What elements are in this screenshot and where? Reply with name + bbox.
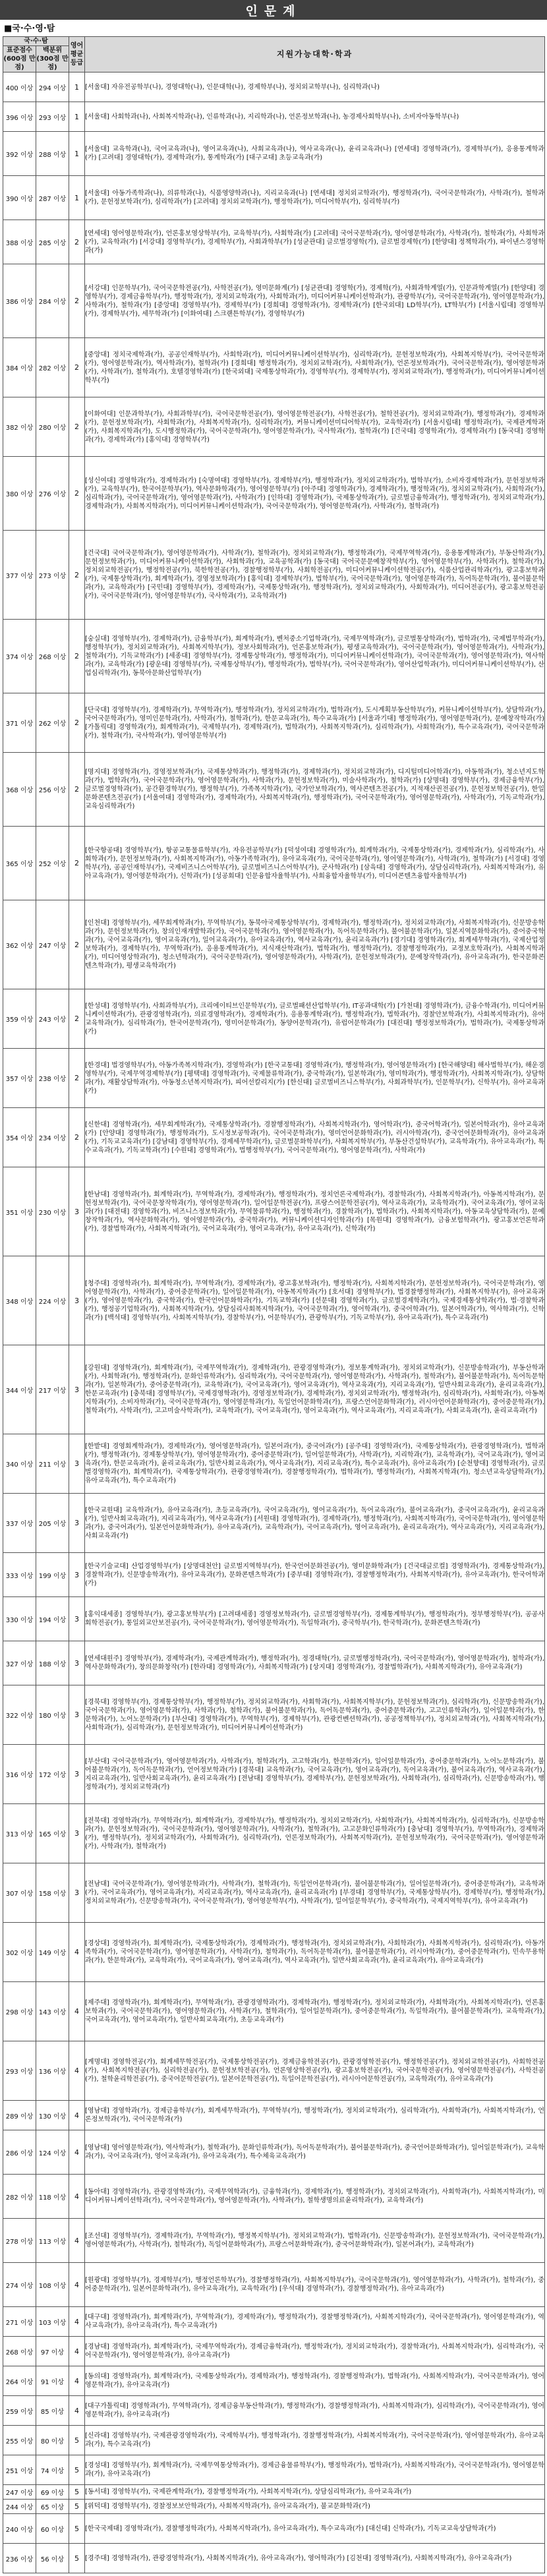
eng-grade-cell: 1 xyxy=(69,73,85,102)
eng-grade-cell: 2 xyxy=(69,457,85,531)
university-list-cell: [동서대] 경영학부(가), 국제관계학과(가), 경찰행정학과(가), 사회복지학과(가), 상담심리학과(가), 유아교육과(가) xyxy=(85,2485,545,2500)
table-row xyxy=(3,2426,545,2455)
table-row xyxy=(3,2219,545,2263)
eng-grade-cell: 4 xyxy=(69,2101,85,2130)
table-row xyxy=(3,531,545,620)
eng-grade-cell: 2 xyxy=(69,989,85,1049)
table-row xyxy=(3,620,545,693)
std-score-cell: 388 이상 xyxy=(3,220,36,264)
pct-score-cell: 199 이상 xyxy=(36,1553,69,1597)
pct-score-cell: 205 이상 xyxy=(36,1494,69,1553)
university-list-cell: [명지대] 경영학과(가), 경영정보학과(가), 국제통상학과(가), 행정학과(가), 경제학과(가), 정치외교학과(가), 디지털미디어학과(가), 아동학과(가), 청소년지도학과(가), 법학과(가), 국어국문학과(가), 영어영문학과(가), 사학과(가), 문헌정보학과(가), 미술사학과(가), 철학과(가) [상명대] 경영학부(가), 경제금융학부(가), 글로벌경영학과(가), 공간환경학부(가), 행정학부(가), 가족복지학과(가), 국가안보학과(가), 역사콘텐츠전공(가), 지적재산권전공(가), 문헌정보학전공(가), 한일문화콘텐츠전공(가) [서울여대] 경영학과(가), 경제학과(가), 사회복지학과(가), 행정학과(가), 국어국문학과(가), 영어영문학과(가), 사학과(가), 기독교학과(가), 교육심리학과(가) xyxy=(85,753,545,827)
pct-score-cell: 256 이상 xyxy=(36,753,69,827)
eng-grade-cell: 4 xyxy=(69,2263,85,2307)
std-score-cell: 330 이상 xyxy=(3,1597,36,1641)
table-row xyxy=(3,1256,545,1345)
pct-score-cell: 65 이상 xyxy=(36,2500,69,2514)
std-score-cell: 289 이상 xyxy=(3,2101,36,2130)
pct-score-cell: 238 이상 xyxy=(36,1049,69,1108)
eng-grade-cell: 4 xyxy=(69,1923,85,1982)
std-score-cell: 386 이상 xyxy=(3,264,36,338)
pct-score-cell: 97 이상 xyxy=(36,2337,69,2366)
pct-score-cell: 285 이상 xyxy=(36,220,69,264)
std-score-cell: 293 이상 xyxy=(3,2041,36,2101)
university-list-cell: [경상대] 경영학과(가), 회계학과(가), 국제통상학과(가), 경제학과(가), 행정학과(가), 정치외교학과(가), 사회학과(가), 사회복지학과(가), 심리학과(가), 아동가족학과(가), 국어국문학과(가), 영어영문학과(가), 사학과(가), 철학과(가), 독어독문학과(가), 불어불문학과(가), 러시아학과(가), 중어중문학과(가), 민속무용학과(가), 한문학과(가), 교육학과(가), 국어교육과(가), 영어교육과(가), 역사교육과(가), 일반사회교육과(가), 윤리교육과(가), 유아교육과(가) xyxy=(85,1923,545,1982)
std-score-cell: 382 이상 xyxy=(3,397,36,457)
table-row xyxy=(3,1049,545,1108)
pct-score-cell: 268 이상 xyxy=(36,620,69,693)
pct-score-cell: 103 이상 xyxy=(36,2307,69,2337)
table-row xyxy=(3,1745,545,1804)
section-label: ■국·수·영·탐 xyxy=(4,24,55,34)
std-score-cell: 271 이상 xyxy=(3,2307,36,2337)
eng-grade-cell: 5 xyxy=(69,2485,85,2500)
university-list-cell: [청주대] 경영학과(가), 회계학과(가), 무역학과(가), 경제학과(가), 광고홍보학과(가), 행정학과(가), 사회복지학과(가), 문헌정보학과(가), 국어국문학과(가), 영어영문학과(가), 사학과(가), 중어중문학과(가), 일어일문학과(가), 아동복지학과(가) [호서대] 경영학부(가), 법경찰행정학과(가), 사회복지학부(가), 유아교육과(가), 영어영문학과(가), 중국학과(가), 한국언어문화학과(가), 기독교학과(가) [선문대] 경영학과(가), 글로벌경제학과(가), 국제경제통상학과(가), 법·경찰학과(가), 행정공기업학과(가), 사회복지학과(가), 상담심리사회복지학과(가), 국어국문학과(가), 영어학과(가), 중국어학과(가), 일본어학과(가), 역사학과(가), 신학과(가) [백석대] 경영학부(가), 사회복지학부(가), 경찰학부(가), 어문학부(가), 관광학부(가), 기독교학부(가), 유아교육과(가), 특수교육과(가) xyxy=(85,1256,545,1345)
university-list-cell: [한국교원대] 교육학과(가), 유아교육과(가), 초등교육과(가), 국어교육과(가), 영어교육과(가), 독어교육과(가), 불어교육과(가), 중국어교육과(가), 윤리교육과(가), 일반사회교육과(가), 지리교육과(가), 역사교육과(가) [서원대] 경영학과(가), 경제학과(가), 행정학과(가), 사회복지학과(가), 국어국문학과(가), 영어영문학과(가), 중국어과(가), 일본언어문화학과(가), 유아교육과(가), 교육학과(가), 국어교육과(가), 영어교육과(가), 윤리교육과(가), 역사교육과(가), 지리교육과(가), 사회교육과(가) xyxy=(85,1494,545,1553)
university-list-cell: [신한대] 경영학과(가), 세무회계학과(가), 국제통상학과(가), 경찰행정학과(가), 사회복지학과(가), 영어학과(가), 중국어학과(가), 일본어학과(가), 유아교육과(가) [안양대] 경영학과(가), 행정학과(가), 도시정보공학과(가), 국어국문학과(가), 영미언어문화학과(가), 러시아학과(가), 중국언어문화학과(가), 유아교육과(가), 기독교교육과(가) [강남대] 경영학부(가), 경제세무학과(가), 글로벌문화학부(가), 사회복지학부(가), 부동산건설학부(가), 교육학과(가), 유아교육과(가), 특수교육과(가), 기독교학과(가) [수원대] 경영학과(가), 법행정학부(가), 국어국문학과(가), 영어영문학과(가), 사학과(가) xyxy=(85,1108,545,1167)
eng-grade-cell: 2 xyxy=(69,264,85,338)
university-list-cell: [경성대] 경영학부(가), 회계학과(가), 국제무역통상학과(가), 경제금융물류학부(가), 행정학과(가), 법학과(가), 사회복지학과(가), 국어국문학과(가), 영어영문학과(가), 유아교육과(가) xyxy=(85,2455,545,2485)
table-header xyxy=(3,37,545,73)
std-score-cell: 354 이상 xyxy=(3,1108,36,1167)
table-row xyxy=(3,1641,545,1685)
table-row xyxy=(3,1167,545,1256)
pct-score-cell: 74 이상 xyxy=(36,2455,69,2485)
university-list-cell: [홍익대세종] 경영학부(가), 광고홍보학부(가) [고려대세종] 경영정보학과(가), 글로벌경영학부(가), 경제통계학부(가), 행정학과(가), 정부행정학부(가), 공공사회학전공(가), 통일외교안보전공(가), 국어국문학과(가), 영어영문학과(가), 독일학과(가), 중국학부(가), 한국학과(가), 문화콘텐츠학과(가) xyxy=(85,1597,545,1641)
table-row xyxy=(3,2041,545,2101)
eng-grade-cell: 2 xyxy=(69,220,85,264)
university-list-cell: [한밭대] 경영회계학과(가), 경제학과(가), 영어영문학과(가), 일본어과(가), 중국어과(가) [공주대] 경영학과(가), 국제통상학과(가), 관광경영학과(가), 법학과(가), 행정학과(가), 경제통상학부(가), 영어영문학과(가), 중어중문학과(가), 일어일문학과(가), 사학과(가), 지리학과(가), 교육학과(가), 국어교육과(가), 영어교육과(가), 한문교육과(가), 윤리교육과(가), 일반사회교육과(가), 역사교육과(가), 지리교육과(가), 특수교육과(가), 유아교육과(가) [순천향대] 경영학과(가), 글로벌경영학과(가), 회계학과(가), 국제통상학과(가), 관광경영학과(가), 경찰행정학과(가), 법학과(가), 행정학과(가), 사회복지학과(가), 청소년교육상담학과(가), 유아교육과(가), 특수교육과(가) xyxy=(85,1434,545,1494)
university-list-cell: [원광대] 경영학부(가), 경제학부(가), 행정언론학부(가), 경찰행정학과(가), 사회복지학부(가), 국어국문학과(가), 영어영문학과(가), 사학과(가), 철학과(가), 중어중문학과(가), 일본어문화학과(가), 유아교육과(가), 교육학과(가) [우석대] 경영학과(가), 경찰행정학과(가), 유아교육과(가) xyxy=(85,2263,545,2307)
university-list-cell: [동아대] 경영학과(가), 관광경영학과(가), 국제무역학과(가), 금융학과(가), 경제학과(가), 행정학과(가), 정치외교학과(가), 사회학과(가), 사회복지학과(가), 미디어커뮤니케이션학과(가), 국어국문학과(가), 영어영문학과(가), 사학과(가), 철학생명의료윤리학과(가), 교육학과(가) xyxy=(85,2175,545,2219)
pct-score-cell: 56 이상 xyxy=(36,2544,69,2573)
eng-grade-cell: 1 xyxy=(69,132,85,176)
university-list-cell: [부산대] 국어국문학과(가), 영어영문학과(가), 사학과(가), 철학과(가), 고고학과(가), 한문학과(가), 일어일문학과(가), 중어중문학과(가), 노어노문학과(가), 불어불문학과(가), 독어독문학과(가), 언어정보학과(가) [경북대] 교육학과(가), 국어교육과(가), 영어교육과(가), 독어교육과(가), 불어교육과(가), 역사교육과(가), 지리교육과(가), 일반사회교육과(가), 윤리교육과(가) [전남대] 경영학부(가), 경제학부(가), 문헌정보학과(가), 사회학과(가), 심리학과(가), 신문방송학과(가), 행정학과(가), 정치외교학과(가) xyxy=(85,1745,545,1804)
std-score-cell: 264 이상 xyxy=(3,2366,36,2396)
std-score-cell: 268 이상 xyxy=(3,2337,36,2366)
table-row xyxy=(3,2130,545,2175)
std-score-cell: 255 이상 xyxy=(3,2426,36,2455)
std-score-cell: 340 이상 xyxy=(3,1434,36,1494)
header-std-score xyxy=(3,46,36,73)
university-list-cell: [위덕대] 경영학부(가), 경찰정보보안학과(가), 사회복지학과(가), 유아교육과(가), 불교문화학과(가) xyxy=(85,2500,545,2514)
std-score-cell: 313 이상 xyxy=(3,1804,36,1863)
pct-score-cell: 211 이상 xyxy=(36,1434,69,1494)
std-score-cell: 357 이상 xyxy=(3,1049,36,1108)
pct-score-cell: 143 이상 xyxy=(36,1982,69,2041)
eng-grade-cell: 4 xyxy=(69,2041,85,2101)
pct-score-cell: 108 이상 xyxy=(36,2263,69,2307)
university-list-cell: [숭실대] 경영학부(가), 경제학과(가), 금융학부(가), 회계학과(가), 벤처중소기업학과(가), 국제무역학과(가), 글로벌통상학과(가), 법학과(가), 국제법무학과(가), 행정학부(가), 정치외교학과(가), 사회복지학부(가), 정보사회학과(가), 언론홍보학과(가), 평생교육학과(가), 국어국문학과(가), 영어영문학과(가), 사학과(가), 철학과(가), 기독교학과(가) [세종대] 경영학부(가), 경제통상학과(가), 행정학과(가), 미디어커뮤니케이션학과(가), 국어국문학과(가), 영어영문학과(가), 역사학과(가), 교육학과(가) [광운대] 경영학부(가), 국제통상학부(가), 행정학과(가), 법학부(가), 국어국문학과(가), 영어산업학과(가), 미디어커뮤니케이션학부(가), 산업심리학과(가), 동북아문화산업학부(가) xyxy=(85,620,545,693)
university-list-cell: [건국대] 국어국문학과(가), 영어영문학과(가), 사학과(가), 철학과(가), 정치외교학과(가), 행정학과(가), 국제무역학과(가), 응용통계학과(가), 부동산학과(가), 문헌정보학과(가), 미디어커뮤니케이션학과(가), 사회학과(가), 교육공학과(가) [동국대] 국어국문문예창작학부(가), 영어영문학부(가), 사학과(가), 철학과(가), 정치외교학전공(가), 행정학전공(가), 북한학전공(가), 경찰행정학부(가), 사회학전공(가), 미디어커뮤니케이션학전공(가), 식품산업관리학과(가), 광고홍보학과(가), 국제통상학과(가), 회계학과(가), 경영정보학과(가) [홍익대] 경제학부(가), 법학부(가), 국어국문학과(가), 영어영문학과(가), 독어독문학과(가), 불어불문학과(가), 교육학과(가) [국민대] 경영학부(가), 경제학과(가), 국제통상학과(가), 행정학과(가), 정치외교학과(가), 사회학과(가), 미디어전공(가), 광고홍보학전공(가), 국어국문학과(가), 영어영문학부(가), 국사학과(가), 교육학과(가) xyxy=(85,531,545,620)
pct-score-cell: 234 이상 xyxy=(36,1108,69,1167)
std-score-cell: 392 이상 xyxy=(3,132,36,176)
eng-grade-cell: 4 xyxy=(69,2130,85,2175)
table-row xyxy=(3,693,545,753)
std-score-cell: 348 이상 xyxy=(3,1256,36,1345)
eng-grade-cell: 4 xyxy=(69,1982,85,2041)
admission-table xyxy=(3,36,545,2573)
eng-grade-cell: 4 xyxy=(69,2219,85,2263)
table-row xyxy=(3,900,545,989)
table-row xyxy=(3,1804,545,1863)
table-row xyxy=(3,2485,545,2500)
pct-score-cell: 230 이상 xyxy=(36,1167,69,1256)
university-list-cell: [영남대] 영어영문학과(가), 역사학과(가), 철학과(가), 문화인류학과(가), 독어독문학과(가), 불어불문학과(가), 중국언어문화학과(가), 일어일문학과(가), 교육학과(가), 국어교육과(가), 영어교육과(가), 유아교육과(가), 특수체육교육과(가) xyxy=(85,2130,545,2175)
table-row xyxy=(3,1434,545,1494)
table-row xyxy=(3,2396,545,2426)
table-row xyxy=(3,132,545,176)
table-row xyxy=(3,1863,545,1923)
pct-score-cell: 130 이상 xyxy=(36,2101,69,2130)
std-score-cell: 371 이상 xyxy=(3,693,36,753)
std-score-cell: 396 이상 xyxy=(3,102,36,132)
university-list-cell: [동의대] 경영학과(가), 회계학과(가), 국제통상학과(가), 경제학과(가), 행정학과(가), 경찰행정학과(가), 법학과(가), 사회복지학과(가), 국어국문학과(가), 영어영문학과(가), 유아교육과(가) xyxy=(85,2366,545,2396)
eng-grade-cell: 1 xyxy=(69,176,85,220)
table-row xyxy=(3,827,545,900)
pct-score-cell: 280 이상 xyxy=(36,397,69,457)
eng-grade-cell: 3 xyxy=(69,1256,85,1345)
eng-grade-cell: 3 xyxy=(69,1345,85,1434)
header-pct-score xyxy=(36,46,69,73)
pct-score-cell: 113 이상 xyxy=(36,2219,69,2263)
university-list-cell: [신라대] 경영학부(가), 국제관광경영학과(가), 국제학부(가), 행정학과(가), 경찰행정학과(가), 사회복지학과(가), 국어국문학과(가), 영어영문학과(가), 유아교육과(가), 특수교육과(가) xyxy=(85,2426,545,2455)
eng-grade-cell: 5 xyxy=(69,2544,85,2573)
eng-grade-cell: 3 xyxy=(69,1553,85,1597)
table-row xyxy=(3,338,545,397)
table-row xyxy=(3,73,545,102)
eng-grade-cell: 2 xyxy=(69,900,85,989)
std-score-cell: 377 이상 xyxy=(3,531,36,620)
table-row xyxy=(3,220,545,264)
table-body xyxy=(3,73,545,2573)
university-list-cell: [대구대] 경영학과(가), 회계학과(가), 무역학과(가), 경제학과(가), 행정학과(가), 경찰행정학과(가), 사회복지학과(가), 국어국문학과(가), 영어영문학과(가), 역사교육과(가), 유아교육과(가), 특수교육과(가) xyxy=(85,2307,545,2337)
std-score-cell: 236 이상 xyxy=(3,2544,36,2573)
std-score-cell: 322 이상 xyxy=(3,1685,36,1745)
table-row xyxy=(3,989,545,1049)
table-row xyxy=(3,397,545,457)
table-row xyxy=(3,1685,545,1745)
std-score-cell: 337 이상 xyxy=(3,1494,36,1553)
eng-grade-cell: 4 xyxy=(69,2366,85,2396)
eng-grade-cell: 2 xyxy=(69,1049,85,1108)
pct-score-cell: 224 이상 xyxy=(36,1256,69,1345)
std-score-cell: 351 이상 xyxy=(3,1167,36,1256)
table-row xyxy=(3,753,545,827)
pct-score-cell: 294 이상 xyxy=(36,73,69,102)
university-list-cell: [성신여대] 경영학과(가), 경제학과(가) [숙명여대] 경영학부(가), 경제학부(가), 행정학과(가), 정치외교학과(가), 법학부(가), 소비자경제학과(가), 문헌정보학과(가), 교육학부(가), 한국어문학부(가), 역사문화학과(가), 영어영문학부(가) [아주대] 경영학과(가), 경제학과(가), 행정학과(가), 정치외교학과(가), 사회학과(가), 심리학과(가), 국어국문학과(가), 영어영문학과(가), 사학과(가) [인하대] 경영학과(가), 국제통상학과(가), 글로벌금융학과(가), 행정학과(가), 정치외교학과(가), 경제학과(가), 사회복지학과(가), 미디어커뮤니케이션학과(가), 국어국문학과(가), 영어영문학과(가), 사학과(가), 철학과(가) xyxy=(85,457,545,531)
university-list-cell: [한국국제대] 경영학과(가), 경찰행정학과(가), 사회복지학과(가), 유아교육과(가), 특수교육과(가) [대신대] 신학과(가), 기독교교육상담학과(가) xyxy=(85,2514,545,2544)
header-main: 지원가능대학·학과 xyxy=(85,37,545,73)
eng-grade-cell: 5 xyxy=(69,2426,85,2455)
pct-score-cell: 252 이상 xyxy=(36,827,69,900)
table-row xyxy=(3,2337,545,2366)
eng-grade-cell: 4 xyxy=(69,2337,85,2366)
std-score-cell: 259 이상 xyxy=(3,2396,36,2426)
table-row xyxy=(3,2101,545,2130)
university-list-cell: [대구가톨릭대] 경영학과(가), 무역학과(가), 경제금융부동산학과(가), 행정학과(가), 경찰행정학과(가), 사회복지학과(가), 심리학과(가), 국어국문학과(가), 영어영문학과(가), 유아교육과(가) xyxy=(85,2396,545,2426)
university-list-cell: [영남대] 경영학과(가), 경제금융학부(가), 회계세무학과(가), 무역학부(가), 행정학과(가), 정치외교학과(가), 심리학과(가), 사회학과(가), 사회복지학과(가), 언론정보학과(가), 국어국문학과(가) xyxy=(85,2101,545,2130)
table-row xyxy=(3,1597,545,1641)
std-score-cell: 286 이상 xyxy=(3,2130,36,2175)
table-row xyxy=(3,1345,545,1434)
std-score-cell: 333 이상 xyxy=(3,1553,36,1597)
university-list-cell: [한경대] 법경영학부(가), 아동가족복지학과(가), 경영학과(가) [한국교통대] 경영학과(가), 행정학과(가), 영어영문학과(가) [한국해양대] 해사법학부(가), 해운경영학부(가), 국제무역경제학부(가) [평택대] 경영학과(가), 국제물류학과(가), 중국학과(가), 일본학과(가), 영미학과(가), 행정학과(가), 사회복지학과(가), 상담학과(가), 재활상담학과(가), 아동청소년복지학과(가), 피어선칼리지(가) [한신대] 글로벌비즈니스학부(가), 사회과학부(가), 인문학부(가), 신학부(가), 유아교육과(가) xyxy=(85,1049,545,1108)
eng-grade-cell: 3 xyxy=(69,1434,85,1494)
university-list-cell: [계명대] 경영학전공(가), 회계세무학전공(가), 국제통상학전공(가), 경제금융학전공(가), 관광경영학전공(가), 행정학전공(가), 정치외교학전공(가), 사회학전공(가), 사회복지학전공(가), 심리학전공(가), 문헌정보학전공(가), 언론영상학전공(가), 광고홍보학전공(가), 국어국문학전공(가), 영어영문학전공(가), 사학전공(가), 철학윤리학전공(가), 중국어문학전공(가), 일본어문학전공(가), 독일어문학전공(가), 러시아어문학전공(가), 교육학과(가), 유아교육과(가) xyxy=(85,2041,545,2101)
header-group: 국·수·탐 xyxy=(3,37,69,46)
table-row xyxy=(3,1982,545,2041)
university-list-cell: [강원대] 경영학과(가), 회계학과(가), 국제무역학과(가), 경제학과(가), 관광경영학과(가), 정보통계학과(가), 정치외교학과(가), 신문방송학과(가), 부동산학과(가), 사회학과(가), 행정학과(가), 문화인류학과(가), 심리학과(가), 국어국문학과(가), 영어영문학과(가), 사학과(가), 철학과(가), 불어불문학과(가), 독어독문학과(가), 일본학과(가), 중어중문학과(가), 교육학과(가), 국어교육과(가), 영어교육과(가), 역사교육과(가), 지리교육과(가), 일반사회교육과(가), 윤리교육과(가), 한문교육과(가) [충북대] 경영학부(가), 국제경영학과(가), 경영정보학과(가), 경제학과(가), 정치외교학과(가), 행정학과(가), 심리학과(가), 사회학과(가), 아동복지학과(가), 소비자학과(가), 국어국문학과(가), 영어영문학과(가), 독일언어문화학과(가), 프랑스언어문화학과(가), 러시아언어문화학과(가), 중어중문학과(가), 철학과(가), 사학과(가), 고고미술사학과(가), 교육학과(가), 국어교육과(가), 영어교육과(가), 역사교육과(가), 지리교육과(가), 사회교육과(가), 윤리교육과(가) xyxy=(85,1345,545,1434)
eng-grade-cell: 3 xyxy=(69,1685,85,1745)
header-eng-grade-text: 영어 평균 등급 xyxy=(70,42,84,67)
university-list-cell: [연세대] 영어영문학과(가), 언론홍보영상학부(가), 교육학부(가), 사회학과(가) [고려대] 국어국문학과(가), 영어영문학과(가), 사학과(가), 철학과(가), 사회학과(가), 교육학과(가) [서강대] 경영학부(가), 경제학부(가), 사회과학부(가) [성균관대] 글로벌경영학(가), 글로벌경제학(가) [한양대] 정책학과(가), 파이낸스경영학과(가) xyxy=(85,220,545,264)
header-pct-score-text: 백분위 (300점 만점) xyxy=(36,47,69,71)
pct-score-cell: 293 이상 xyxy=(36,102,69,132)
table-row xyxy=(3,176,545,220)
std-score-cell: 244 이상 xyxy=(3,2500,36,2514)
std-score-cell: 359 이상 xyxy=(3,989,36,1049)
eng-grade-cell: 2 xyxy=(69,397,85,457)
eng-grade-cell: 3 xyxy=(69,1745,85,1804)
std-score-cell: 274 이상 xyxy=(3,2263,36,2307)
university-list-cell: [조선대] 경영학부(가), 경제학과(가), 무역학과(가), 행정복지학부(가), 정치외교학과(가), 법학과(가), 신문방송학과(가), 문헌정보학과(가), 국어국문학과(가), 영어영문학과(가), 사학과(가), 철학과(가), 독일어문화학과(가), 프랑스어문화학과(가), 중국어문화학과(가), 일본어과(가), 교육학과(가) xyxy=(85,2219,545,2263)
pct-score-cell: 136 이상 xyxy=(36,2041,69,2101)
pct-score-cell: 124 이상 xyxy=(36,2130,69,2175)
pct-score-cell: 284 이상 xyxy=(36,264,69,338)
std-score-cell: 400 이상 xyxy=(3,73,36,102)
university-list-cell: [한국기술교대] 산업경영학부(가) [상명대천안] 글로벌지역학부(가), 한국언어문화전공(가), 영미문화학과(가) [건국대글로컬] 경영학과(가), 경제통상학과(가), 경찰학과(가), 신문방송학과(가), 유아교육과(가), 문화콘텐츠학과(가) [중부대] 경영학과(가), 경찰행정학과(가), 사회복지학과(가), 유아교육과(가), 한국어학과(가) xyxy=(85,1553,545,1597)
pct-score-cell: 243 이상 xyxy=(36,989,69,1049)
eng-grade-cell: 3 xyxy=(69,1597,85,1641)
table-row xyxy=(3,1108,545,1167)
university-list-cell: [경주대] 경영학과(가), 관광경영학과(가), 사회복지학과(가), 유아교육과(가), 영어학과(가) [김천대] 경영학과(가), 사회복지학과(가), 유아교육과(가) xyxy=(85,2544,545,2573)
table-row xyxy=(3,2544,545,2573)
university-list-cell: [서울대] 아동가족학과(나), 의류학과(나), 식품영양학과(나), 지리교육과(나) [연세대] 정치외교학과(가), 행정학과(가), 국어국문학과(가), 사학과(가), 철학과(가), 문헌정보학과(가), 심리학과(가) [고려대] 정치외교학과(가), 행정학과(가), 미디어학부(가), 심리학부(가) xyxy=(85,176,545,220)
eng-grade-cell: 3 xyxy=(69,1494,85,1553)
std-score-cell: 362 이상 xyxy=(3,900,36,989)
eng-grade-cell: 5 xyxy=(69,2455,85,2485)
table-row xyxy=(3,2263,545,2307)
eng-grade-cell: 4 xyxy=(69,2396,85,2426)
pct-score-cell: 276 이상 xyxy=(36,457,69,531)
pct-score-cell: 247 이상 xyxy=(36,900,69,989)
eng-grade-cell: 5 xyxy=(69,2514,85,2544)
table-row xyxy=(3,1553,545,1597)
eng-grade-cell: 3 xyxy=(69,1804,85,1863)
std-score-cell: 307 이상 xyxy=(3,1863,36,1923)
table-row xyxy=(3,2455,545,2485)
pct-score-cell: 85 이상 xyxy=(36,2396,69,2426)
table-row xyxy=(3,102,545,132)
eng-grade-cell: 2 xyxy=(69,1108,85,1167)
pct-score-cell: 282 이상 xyxy=(36,338,69,397)
std-score-cell: 251 이상 xyxy=(3,2455,36,2485)
university-list-cell: [한남대] 경영학과(가), 회계학과(가), 무역학과(가), 경제학과(가), 행정학과(가), 정치언론국제학과(가), 경찰학과(가), 사회복지학과(가), 아동복지학과(가), 문헌정보학과(가), 국어국문창작학과(가), 영어영문학과(가), 일어일문학전공(가), 프랑스어문학전공(가), 역사교육과(가), 교육학과(가), 국어교육과(가), 영어교육과(가) [대전대] 경영학과(가), 비즈니스정보학과(가), 무역물류학과(가), 행정학과(가), 경찰학과(가), 법학과(가), 사회복지학과(가), 아동교육상담학과(가), 문예창작학과(가), 역사문화학과(가), 영어영문학과(가), 중국학과(가), 커뮤니케이션디자인학과(가) [목원대] 경영학과(가), 금융보험학과(가), 광고홍보언론학과(가), 경찰법학과(가), 사회복지학과(가), 국어교육과(가), 영어교육과(가), 유아교육과(가), 신학과(가) xyxy=(85,1167,545,1256)
pct-score-cell: 288 이상 xyxy=(36,132,69,176)
university-list-cell: [전남대] 국어국문학과(가), 영어영문학과(가), 사학과(가), 철학과(가), 독일언어문학과(가), 불어불문학과(가), 일어일문학과(가), 중어중문학과(가), 교육학과(가), 국어교육과(가), 영어교육과(가), 지리교육과(가), 역사교육과(가), 윤리교육과(가) [부경대] 경영학부(가), 국제통상학부(가), 경제학부(가), 행정학과(가), 정치외교학과(가), 신문방송학과(가), 국어국문학과(가), 영어영문학부(가), 사학과(가), 일어일문학부(가), 중국학과(가), 국제지역학부(가), 유아교육과(가) xyxy=(85,1863,545,1923)
pct-score-cell: 165 이상 xyxy=(36,1804,69,1863)
university-list-cell: [이화여대] 인문과학부(가), 사회과학부(가), 국어국문학전공(가), 영어영문학전공(가), 사학전공(가), 철학전공(가), 정치외교학과(가), 행정학과(가), 경제학과(가), 문헌정보학과(가), 사회학과(가), 사회복지학과(가), 심리학과(가), 커뮤니케이션미디어학부(가), 교육학과(가) [서울시립대] 행정학과(가), 국제관계학과(가), 사회복지학과(가), 도시행정학과(가), 국어국문학과(가), 영어영문학과(가), 국사학과(가), 철학과(가) [건국대] 경영학과(가), 경제학과(가) [동국대] 경영학과(가), 경제학과(가) [홍익대] 경영학부(가) xyxy=(85,397,545,457)
pct-score-cell: 262 이상 xyxy=(36,693,69,753)
university-list-cell: [서울대] 사회학과(나), 사회복지학과(나), 인류학과(나), 지리학과(나), 언론정보학과(나), 농경제사회학부(나), 소비자아동학부(나) xyxy=(85,102,545,132)
eng-grade-cell: 2 xyxy=(69,827,85,900)
pct-score-cell: 287 이상 xyxy=(36,176,69,220)
pct-score-cell: 188 이상 xyxy=(36,1641,69,1685)
std-score-cell: 298 이상 xyxy=(3,1982,36,2041)
pct-score-cell: 172 이상 xyxy=(36,1745,69,1804)
eng-grade-cell: 2 xyxy=(69,693,85,753)
pct-score-cell: 60 이상 xyxy=(36,2514,69,2544)
eng-grade-cell: 2 xyxy=(69,753,85,827)
eng-grade-cell: 2 xyxy=(69,531,85,620)
eng-grade-cell: 3 xyxy=(69,1167,85,1256)
std-score-cell: 316 이상 xyxy=(3,1745,36,1804)
university-list-cell: [연세대원주] 경영학부(가), 경제학과(가), 국제관계학과(가), 행정학과(가), 정경대학(가), 글로벌행정학과(가), 국어국문학과(가), 영어영문학과(가), 철학과(가), 역사문화학과(가), 창의문화창작(가) [한라대] 경영학과(가), 사회복지학과(가) [상지대] 경영학과(가), 경찰법학과(가), 사회복지학과(가), 유아교육과(가) xyxy=(85,1641,545,1685)
std-score-cell: 247 이상 xyxy=(3,2485,36,2500)
university-list-cell: [중앙대] 정치국제학과(가), 공공인재학부(가), 사회학과(가), 미디어커뮤니케이션학부(가), 심리학과(가), 문헌정보학과(가), 사회복지학부(가), 국어국문학과(가), 영어영문학과(가), 역사학과(가), 철학과(가) [경희대] 행정학과(가), 정치외교학과(가), 사회학과(가), 언론정보학과(가), 국어국문학과(가), 영어영문학과(가), 사학과(가), 철학과(가), 호텔경영학과(가) [한국외대] 국제통상학과(가), 경영학부(가), 경제학부(가), 정치외교학과(가), 행정학과(가), 미디어커뮤니케이션학부(가) xyxy=(85,338,545,397)
university-list-cell: [제주대] 경영학과(가), 회계학과(가), 무역학과(가), 관광경영학과(가), 경제학과(가), 행정학과(가), 정치외교학과(가), 사회학과(가), 사회복지학과(가), 언론홍보학과(가), 국어국문학과(가), 영어영문학과(가), 사학과(가), 철학과(가), 일어일문학과(가), 중어중문학과(가), 독일학과(가), 불어불문학과(가), 교육학과(가), 국어교육과(가), 영어교육과(가), 일반사회교육과(가), 초등교육과(가) xyxy=(85,1982,545,2041)
std-score-cell: 390 이상 xyxy=(3,176,36,220)
table-row xyxy=(3,1494,545,1553)
university-list-cell: [인천대] 경영학부(가), 세무회계학과(가), 무역학부(가), 동북아국제통상학부(가), 경제학과(가), 행정학과(가), 정치외교학과(가), 사회복지학과(가), 신문방송학과(가), 문헌정보학과(가), 창의인재개발학과(가), 국어국문학과(가), 영어영문학과(가), 독어독문학과(가), 불어불문학과(가), 일본지역문화학과(가), 중어중국학과(가), 국어교육과(가), 영어교육과(가), 일어교육과(가), 유아교육과(가), 역사교육과(가), 윤리교육과(가) [경기대] 경영학과(가), 회계세무학과(가), 국제산업정보학과(가), 경제학부(가), 무역학과(가), 응용통계학과(가), 지식재산학과(가), 법학과(가), 행정학과(가), 경찰행정학과(가), 교정보호학과(가), 사회복지학과(가), 미디어영상학과(가), 청소년학과(가), 국어국문학과(가), 영어영문학과(가), 사학과(가), 문헌정보학과(가), 문예창작학과(가), 유아교육과(가), 한국문화콘텐츠학과(가), 평생교육학과(가) xyxy=(85,900,545,989)
eng-grade-cell: 4 xyxy=(69,2175,85,2219)
pct-score-cell: 194 이상 xyxy=(36,1597,69,1641)
std-score-cell: 380 이상 xyxy=(3,457,36,531)
pct-score-cell: 180 이상 xyxy=(36,1685,69,1745)
std-score-cell: 368 이상 xyxy=(3,753,36,827)
table-row xyxy=(3,2500,545,2514)
table-row xyxy=(3,2514,545,2544)
table-row xyxy=(3,2307,545,2337)
eng-grade-cell: 1 xyxy=(69,102,85,132)
pct-score-cell: 217 이상 xyxy=(36,1345,69,1434)
header-eng-grade xyxy=(69,37,85,73)
eng-grade-cell: 4 xyxy=(69,2307,85,2337)
std-score-cell: 344 이상 xyxy=(3,1345,36,1434)
eng-grade-cell: 5 xyxy=(69,2500,85,2514)
table-row xyxy=(3,2366,545,2396)
pct-score-cell: 273 이상 xyxy=(36,531,69,620)
university-list-cell: [서강대] 인문학부(가), 국어국문학전공(가), 사학전공(가), 영미문화계(가) [성균관대] 경영학(가), 경제학(가), 사회과학계열(가), 인문과학계열(가) [한양대] 경영학부(가), 경제금융학부(가), 행정학과(가), 정치외교학과(가), 사회학과(가), 미디어커뮤니케이션학과(가), 관광학부(가), 국어국문학과(가), 영어영문학과(가), 사학과(가), 철학과(가) [중앙대] 경영학부(가), 경제학부(가) [경희대] 경영학과(가), 경제학과(가) [한국외대] LD학부(가), LT학부(가) [서울시립대] 경영학부(가), 경제학부(가), 세무학과(가) [이화여대] 스크랜튼학부(가), 경영학부(가) xyxy=(85,264,545,338)
std-score-cell: 240 이상 xyxy=(3,2514,36,2544)
std-score-cell: 282 이상 xyxy=(3,2175,36,2219)
table-row xyxy=(3,2175,545,2219)
university-list-cell: [서울대] 교육학과(나), 국어교육과(나), 영어교육과(나), 사회교육과(나), 역사교육과(나), 윤리교육과(나) [연세대] 경영학과(가), 경제학부(가), 응용통계학과(가) [고려대] 경영대학(가), 경제학과(가), 통계학과(가) [대구교대] 초등교육과(가) xyxy=(85,132,545,176)
std-score-cell: 384 이상 xyxy=(3,338,36,397)
std-score-cell: 327 이상 xyxy=(3,1641,36,1685)
pct-score-cell: 69 이상 xyxy=(36,2485,69,2500)
university-list-cell: [단국대] 경영학부(가), 경제학과(가), 무역학과(가), 행정학과(가), 정치외교학과(가), 법학과(가), 도시계획부동산학부(가), 커뮤니케이션학부(가), 상담학과(가), 국어국문학과(가), 영미인문학과(가), 사학과(가), 철학과(가), 한문교육과(가), 특수교육과(가) [서울과기대] 행정학과(가), 영어영문학과(가), 문예창작학과(가) [가톨릭대] 경영학과(가), 회계학과(가), 국제학부(가), 경제학과(가), 법학과(가), 사회복지학과(가), 심리학과(가), 사회학과(가), 특수교육과(가), 국어국문학과(가), 철학과(가), 국사학과(가), 영어영문학부(가) xyxy=(85,693,545,753)
eng-grade-cell: 2 xyxy=(69,338,85,397)
table-row xyxy=(3,264,545,338)
university-list-cell: [경남대] 경영학과(가), 회계학과(가), 국제무역학과(가), 경제금융학과(가), 행정학과(가), 정치외교학과(가), 경찰학과(가), 사회복지학과(가), 심리학과(가), 국어국문학과(가), 영어영문학과(가), 유아교육과(가) xyxy=(85,2337,545,2366)
pct-score-cell: 158 이상 xyxy=(36,1863,69,1923)
header-std-score-text: 표준점수 (600점 만점) xyxy=(3,47,36,71)
pct-score-cell: 80 이상 xyxy=(36,2426,69,2455)
std-score-cell: 278 이상 xyxy=(3,2219,36,2263)
pct-score-cell: 91 이상 xyxy=(36,2366,69,2396)
pct-score-cell: 118 이상 xyxy=(36,2175,69,2219)
university-list-cell: [한성대] 경영학부(가), 사회과학부(가), 크리에이티브인문학부(가), 글로벌패션산업학부(가), IT공과대학(가) [가천대] 경영학과(가), 금융수학과(가), 미디어커뮤니케이션학과(가), 관광경영학과(가), 의료경영학과(가), 경제학과(가), 응용통계학과(가), 행정학과(가), 법학과(가), 경찰안보학과(가), 사회복지학과(가), 유아교육학과(가), 심리학과(가), 한국어문학과(가), 영미어문학과(가), 동양어문학과(가), 유럽어문학과(가) [대진대] 행정정보학과(가), 법학과(가), 국제통상학과(가) xyxy=(85,989,545,1049)
university-list-cell: [경북대] 경영학부(가), 경제통상학부(가), 행정학부(가), 정치외교학과(가), 사회학과(가), 사회복지학부(가), 문헌정보학과(가), 심리학과(가), 신문방송학과(가), 국어국문학과(가), 영어영문학과(가), 사학과(가), 철학과(가), 불어불문학과(가), 독어독문학과(가), 중어중문학과(가), 고고인류학과(가), 일어일문학과(가), 한문학과(가), 노어노문학과(가) [부산대] 경영학과(가), 무역학부(가), 경제학부(가), 관광컨벤션학과(가), 공공정책학부(가), 정치외교학과(가), 사회복지학과(가), 사회학과(가), 심리학과(가), 문헌정보학과(가), 미디어커뮤니케이션학과(가) xyxy=(85,1685,545,1745)
eng-grade-cell: 3 xyxy=(69,1641,85,1685)
std-score-cell: 365 이상 xyxy=(3,827,36,900)
pct-score-cell: 149 이상 xyxy=(36,1923,69,1982)
eng-grade-cell: 3 xyxy=(69,1863,85,1923)
eng-grade-cell: 2 xyxy=(69,620,85,693)
university-list-cell: [한국항공대] 경영학부(가), 항공교통물류학부(가), 자유전공학부(가) [덕성여대] 경영학과(가), 회계학과(가), 국제통상학과(가), 경제학과(가), 심리학과(가), 사회학과(가), 문헌정보학과(가), 사회복지학과(가), 아동가족학과(가), 유아교육과(가), 국어국문학과(가), 영어영문학과(가), 사학과(가), 철학과(가) [서경대] 경영학부(가), 공공인재학부(가), 국제비즈니스어학부(가), 글로벌비즈니스어학부(가), 군사학과(가) [삼육대] 경영학과(가), 상담심리학과(가), 사회복지학과(가), 유아교육과(가), 영어영문학과(가), 신학과(가) [성공회대] 인문융합자율학부(가), 사회융합자율학부(가), 미디어콘텐츠융합자율학부(가) xyxy=(85,827,545,900)
std-score-cell: 374 이상 xyxy=(3,620,36,693)
page-title: 인문계 xyxy=(0,0,547,20)
std-score-cell: 302 이상 xyxy=(3,1923,36,1982)
university-list-cell: [서울대] 자유전공학부(나), 경영대학(나), 인문대학(나), 경제학부(나), 정치외교학부(나), 심리학과(나) xyxy=(85,73,545,102)
university-list-cell: [전북대] 경영학과(가), 무역학과(가), 회계학과(가), 경제학부(가), 행정학과(가), 정치외교학과(가), 사회학과(가), 사회복지학과(가), 심리학과(가), 신문방송학과(가), 문헌정보학과(가), 국어국문학과(가), 영어영문학과(가), 사학과(가), 철학과(가), 고고문화인류학과(가) [충남대] 경영학부(가), 무역학과(가), 경제학과(가), 행정학부(가), 정치외교학과(가), 사회학과(가), 심리학과(가), 언론정보학과(가), 사회복지학과(가), 문헌정보학과(가), 국어국문학과(가), 영어영문학과(가), 사학과(가), 철학과(가) xyxy=(85,1804,545,1863)
table-row xyxy=(3,457,545,531)
table-row xyxy=(3,1923,545,1982)
